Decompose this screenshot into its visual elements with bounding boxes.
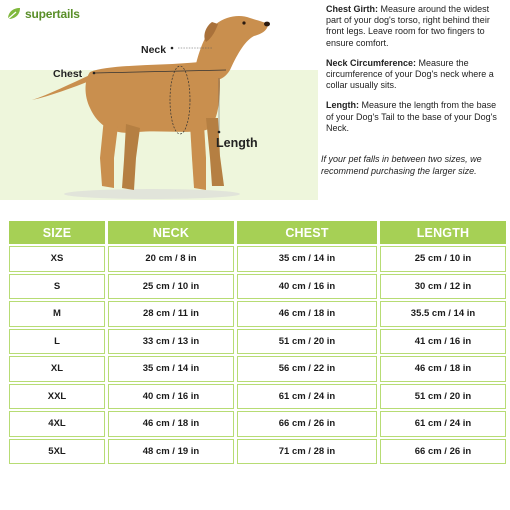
chest-marker-dot [93,72,96,75]
size-cell: 5XL [9,439,105,465]
header-chest: CHEST [237,221,377,244]
table-row [9,411,506,437]
neck-callout: Neck [141,44,167,56]
sizing-advice: If your pet falls in between two sizes, we recommend purchasing the larger size. [321,154,482,176]
chest-cell: 71 cm / 28 in [237,439,377,465]
neck-circumference-note [326,58,506,92]
size-chart-table [6,219,509,466]
neck-marker-dot [171,47,174,50]
table-row [9,274,506,300]
length-callout: Length [216,136,258,150]
chest-cell: 66 cm / 26 in [237,411,377,437]
neck-cell: 25 cm / 10 in [108,274,234,300]
chest-cell: 35 cm / 14 in [237,246,377,272]
chest-girth-note [326,4,506,49]
note-term: Neck Circumference: [326,57,417,68]
table-header-row [9,221,506,244]
length-note [326,100,506,134]
chest-callout: Chest [53,68,83,80]
chest-cell: 61 cm / 24 in [237,384,377,410]
size-cell: XL [9,356,105,382]
neck-cell: 28 cm / 11 in [108,301,234,327]
note-text: Measure around the widest part of your dog's torso, right behind their front legs. Leave room for two fingers to ensure comfort. [326,4,490,48]
chest-cell: 40 cm / 16 in [237,274,377,300]
neck-cell: 40 cm / 16 in [108,384,234,410]
length-cell: 61 cm / 24 in [380,411,506,437]
length-cell: 41 cm / 16 in [380,329,506,355]
table-row [9,356,506,382]
neck-cell: 48 cm / 19 in [108,439,234,465]
brand-name: supertails [25,7,80,21]
table-row [9,329,506,355]
length-cell: 51 cm / 20 in [380,384,506,410]
header-size: SIZE [9,221,105,244]
neck-cell: 46 cm / 18 in [108,411,234,437]
table-row [9,439,506,465]
size-cell: S [9,274,105,300]
table-row [9,384,506,410]
length-cell: 66 cm / 26 in [380,439,506,465]
length-cell: 30 cm / 12 in [380,274,506,300]
dog-measurement-diagram [20,8,280,200]
neck-cell: 33 cm / 13 in [108,329,234,355]
size-cell: XXL [9,384,105,410]
chest-cell: 56 cm / 22 in [237,356,377,382]
table-row [9,246,506,272]
note-text: Measure the circumference of your Dog's neck where a collar usually sits. [326,57,494,91]
size-cell: L [9,329,105,355]
header-neck: NECK [108,221,234,244]
header-length: LENGTH [380,221,506,244]
neck-cell: 35 cm / 14 in [108,356,234,382]
table-row [9,301,506,327]
note-term: Chest Girth: [326,4,379,14]
length-cell: 25 cm / 10 in [380,246,506,272]
note-text: Measure the length from the base of your Dog's Tail to the base of your Dog's Neck. [326,100,497,133]
chest-cell: 46 cm / 18 in [237,301,377,327]
size-cell: XS [9,246,105,272]
note-term: Length: [326,100,359,111]
length-cell: 46 cm / 18 in [380,356,506,382]
size-cell: M [9,301,105,327]
chest-cell: 51 cm / 20 in [237,329,377,355]
length-cell: 35.5 cm / 14 in [380,301,506,327]
measurement-notes [326,4,506,143]
size-cell: 4XL [9,411,105,437]
neck-cell: 20 cm / 8 in [108,246,234,272]
length-marker-dot [218,131,221,134]
